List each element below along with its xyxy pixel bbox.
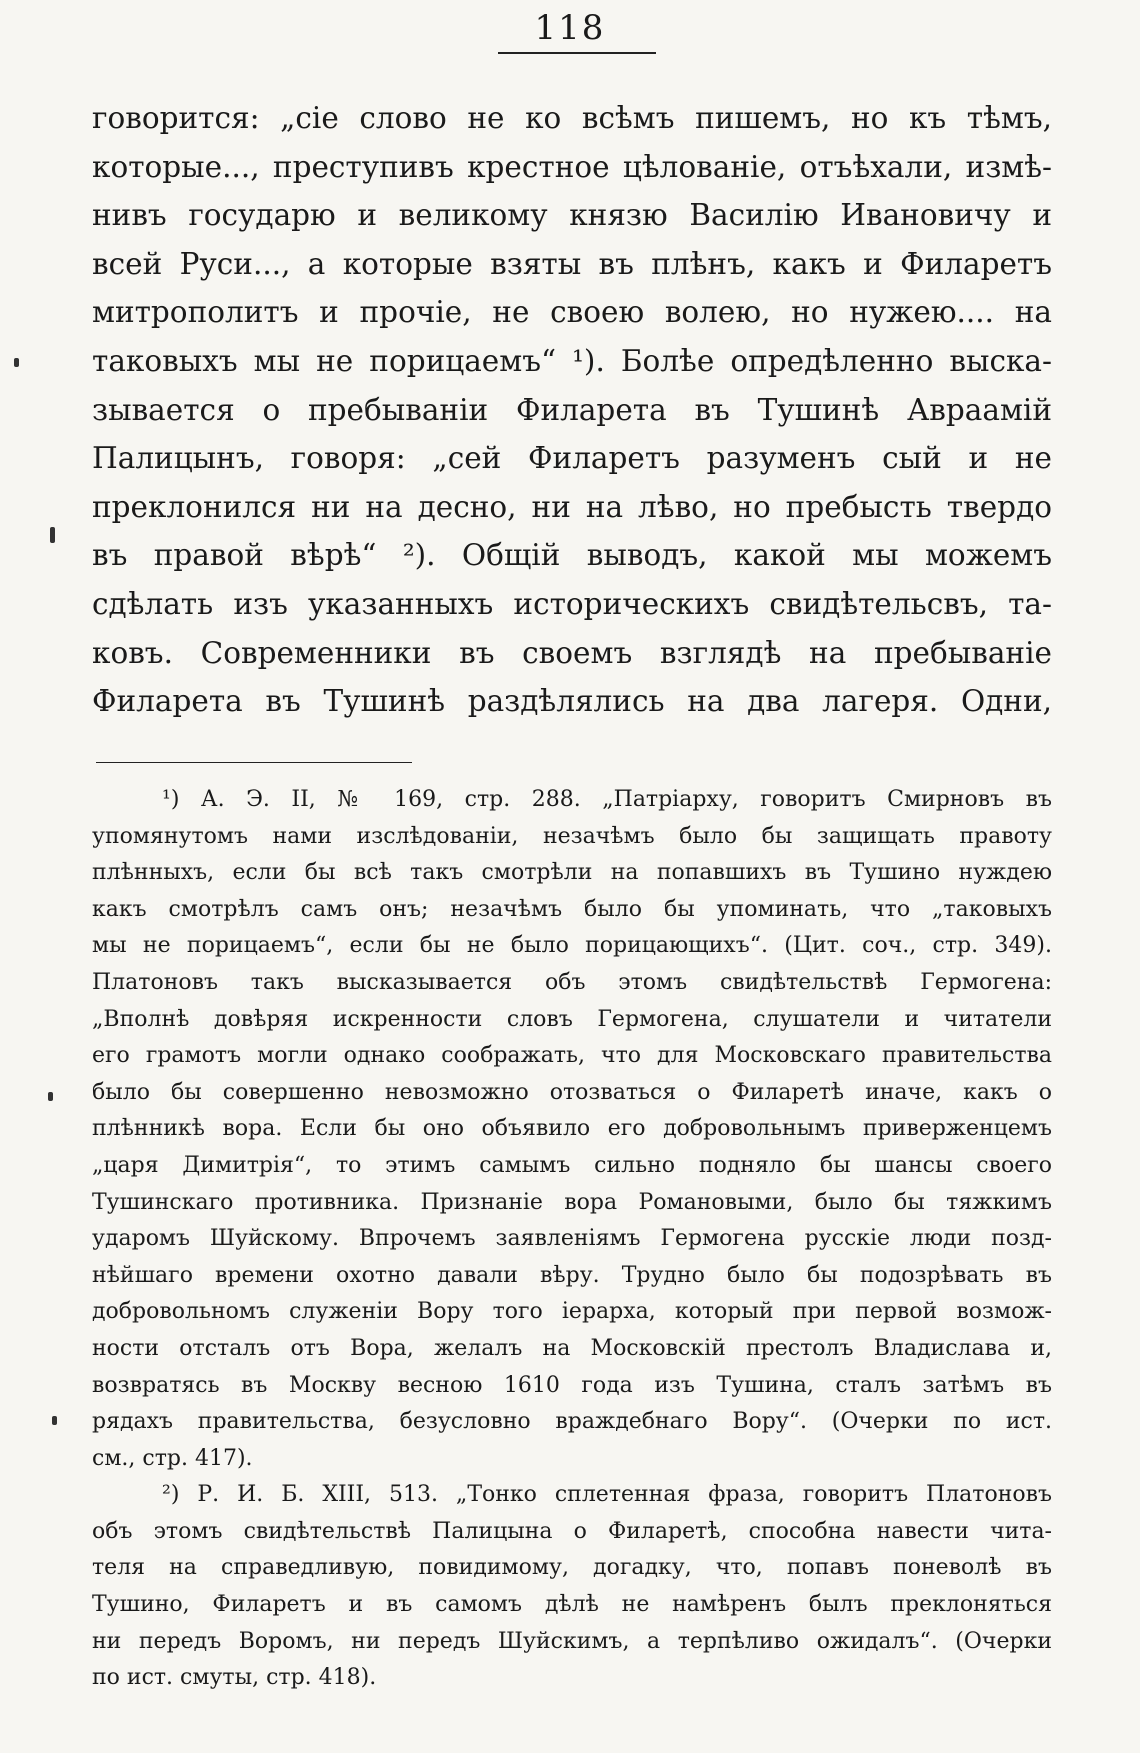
footnote-line: его грамотъ могли однако соображать, что для Московскаго правительства	[92, 1043, 1052, 1069]
footnote-line: Платоновъ такъ высказывается объ этомъ свидѣтельствѣ Гермогена:	[92, 969, 1052, 995]
header-rule	[498, 52, 656, 54]
main-line: преклонился ни на десно, ни на лѣво, но пребысть твердо	[92, 489, 1052, 524]
footnote-line: объ этомъ свидѣтельствѣ Палицына о Филаретѣ, способна навести чита-	[92, 1518, 1052, 1544]
margin-speck	[14, 358, 19, 367]
footnote-line: ¹) А. Э. II, № 169, стр. 288. „Патріарху, говоритъ Смирновъ въ	[162, 787, 1052, 812]
main-line: Палицынъ, говоря: „сей Филаретъ разуменъ сый и не	[92, 441, 1052, 476]
main-line: говорится: „сіе слово не ко всѣмъ пишемъ, но къ тѣмъ,	[92, 101, 1052, 135]
margin-speck	[48, 1092, 53, 1101]
margin-speck	[50, 527, 55, 543]
footnote-line: „царя Димитрія“, то этимъ самымъ сильно подняло бы шансы своего	[92, 1152, 1052, 1178]
footnote-line: Тушино, Филаретъ и въ самомъ дѣлѣ не намѣренъ былъ преклоняться	[92, 1592, 1052, 1618]
footnote-line: плѣнникѣ вора. Если бы оно объявило его добровольнымъ приверженцемъ	[92, 1116, 1052, 1142]
main-line: зывается о пребываніи Филарета въ Тушинѣ Авраамій	[92, 392, 1052, 427]
footnote-line: нѣйшаго времени охотно давали вѣру. Трудно было бы подозрѣвать въ	[92, 1262, 1052, 1288]
footnote-line: ни передъ Воромъ, ни передъ Шуйскимъ, а терпѣливо ожидалъ“. (Очерки	[92, 1628, 1052, 1654]
footnote-line: ударомъ Шуйскому. Впрочемъ заявленіямъ Гермогена русскіе люди позд-	[92, 1226, 1052, 1252]
footnote-rule	[96, 762, 412, 763]
footnote-line: „Вполнѣ довѣряя искренности словъ Гермогена, слушатели и читатели	[92, 1006, 1052, 1032]
main-line: ковъ. Современники въ своемъ взглядѣ на пребываніе	[92, 635, 1052, 670]
footnote-line: по ист. смуты, стр. 418).	[92, 1665, 377, 1691]
main-line: которые..., преступивъ крестное цѣлованіе, отъѣхали, измѣ-	[92, 149, 1052, 184]
main-line: таковыхъ мы не порицаемъ“ ¹). Болѣе опредѣленно выска-	[92, 343, 1052, 378]
footnote-line: возвратясь въ Москву весною 1610 года изъ Тушина, сталъ затѣмъ въ	[92, 1372, 1052, 1398]
margin-speck	[52, 1416, 57, 1425]
footnote-line: какъ смотрѣлъ самъ онъ; незачѣмъ было бы упоминать, что „таковыхъ	[92, 896, 1052, 922]
footnote-line: было бы совершенно невозможно отозваться о Филаретѣ иначе, какъ о	[92, 1079, 1052, 1105]
footnote-line: рядахъ правительства, безусловно враждебнаго Вору“. (Очерки по ист.	[92, 1409, 1052, 1435]
footnote-line: плѣнныхъ, если бы всѣ такъ смотрѣли на попавшихъ въ Тушино нуждею	[92, 860, 1052, 886]
main-line: всей Руси..., а которые взяты въ плѣнъ, какъ и Филаретъ	[92, 246, 1052, 281]
footnote-line: теля на справедливую, повидимому, догадку, что, попавъ поневолѣ въ	[92, 1555, 1052, 1581]
footnote-line: см., стр. 417).	[92, 1445, 253, 1471]
main-line: митрополитъ и прочіе, не своею волею, но нужею.... на	[92, 295, 1052, 330]
footnote-line: Тушинскаго противника. Признаніе вора Романовыми, было бы тяжкимъ	[92, 1189, 1052, 1215]
main-line: сдѣлать изъ указанныхъ историческихъ свидѣтельсвъ, та-	[92, 586, 1052, 621]
footnote-line: добровольномъ служеніи Вору того іерарха, который при первой возмож-	[92, 1299, 1052, 1325]
footnote-line: упомянутомъ нами изслѣдованіи, незачѣмъ было бы защищать правоту	[92, 823, 1052, 849]
footnote-line: мы не порицаемъ“, если бы не было порицающихъ“. (Цит. соч., стр. 349).	[92, 933, 1052, 959]
footnote-line: ²) Р. И. Б. XIII, 513. „Тонко сплетенная фраза, говоритъ Платоновъ	[162, 1482, 1052, 1508]
main-line: Филарета въ Тушинѣ раздѣлялись на два лагеря. Одни,	[92, 684, 1052, 719]
footnotes	[92, 782, 1052, 1697]
main-text	[92, 94, 1052, 726]
main-line: въ правой вѣрѣ“ ²). Общій выводъ, какой мы можемъ	[92, 538, 1052, 573]
page-number: 118	[534, 8, 606, 48]
footnote-line: ности отсталъ отъ Вора, желалъ на Московскій престолъ Владислава и,	[92, 1335, 1052, 1361]
main-line: нивъ государю и великому князю Василію Ивановичу и	[92, 198, 1052, 233]
